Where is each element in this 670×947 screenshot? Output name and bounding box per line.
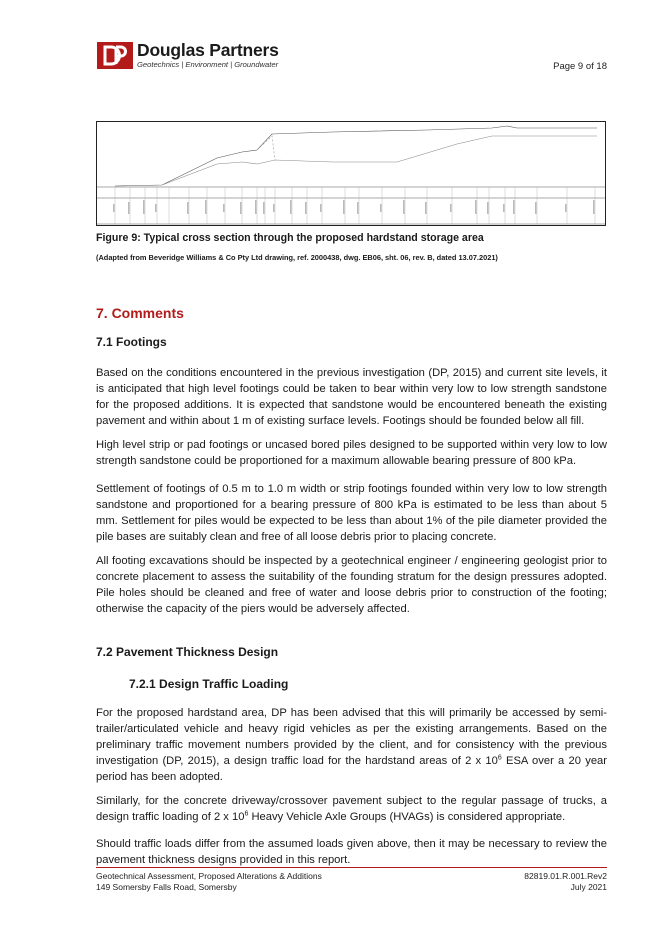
subsection-heading-footings: 7.1 Footings: [96, 335, 167, 349]
footer-right: [524, 871, 607, 893]
company-tagline: Geotechnics | Environment | Groundwater: [137, 60, 279, 69]
footer-report-title: Geotechnical Assessment, Proposed Alterations & Additions: [96, 871, 322, 881]
paragraph-traffic-2: Similarly, for the concrete driveway/crossover pavement subject to the regular passage of trucks, a design traffic loading of 2 x $10^6$ Heavy Vehicle Axle Groups (HVAGs) is considered appropriate.: [96, 795, 607, 823]
subsection-heading-pavement: 7.2 Pavement Thickness Design: [96, 645, 279, 659]
paragraph-footings-1: Based on the conditions encountered in the previous investigation (DP, 2015) and current site levels, it is anticipated that high level footings could be taken to bear within very low to low strength sandstone for the proposed additions. It is expected that sandstone would be encountered beneath the existing pavement and within about 1 m of existing surface levels. Footings should be founded below all fill.: [96, 367, 607, 427]
figure-caption: Figure 9: Typical cross section through the proposed hardstand storage area: [96, 232, 484, 244]
footer-site-address: 149 Somersby Falls Road, Somersby: [96, 882, 237, 892]
paragraph-footings-2: High level strip or pad footings or uncased bored piles designed to be supported within very low to low strength sandstone could be proportioned for a maximum allowable bearing pressure of 800 kPa.: [96, 439, 607, 467]
paragraph-traffic-3: Should traffic loads differ from the assumed loads given above, then it may be necessary to review the pavement thickness designs provided in this report.: [96, 838, 607, 866]
company-logo-mark: [97, 42, 133, 69]
paragraph-traffic-1: For the proposed hardstand area, DP has been advised that this will primarily be accessed by semi-trailer/articulated vehicle and heavy rigid vehicles as per the existing arrangements. Based on the preliminary traffic movement numbers provided by the client, and for consistency with the previous investigation (DP, 2015), a design traffic load for the hardstand areas of 2 x $10^6$ ESA over a 20 year period has been adopted.: [96, 707, 607, 783]
cross-section-figure: [96, 121, 606, 226]
figure-source-note: (Adapted from Beveridge Williams & Co Pty Ltd drawing, ref. 2000438, dwg. EB06, sht. 06, rev. B, dated 13.07.2021): [96, 253, 498, 262]
paragraph-footings-4: All footing excavations should be inspected by a geotechnical engineer / engineering geologist prior to concrete placement to assess the suitability of the founding stratum for the design pressures adopted. Pile holes should be cleaned and free of water and loose debris prior to construction of the footing; otherwise the capacity of the piers would be adversely affected.: [96, 555, 607, 615]
subsection-heading-traffic-loading: 7.2.1 Design Traffic Loading: [129, 677, 289, 691]
page-number: Page 9 of 18: [553, 61, 607, 72]
dp-monogram-icon: [97, 42, 133, 69]
footer-left: [96, 871, 322, 893]
footer-date: July 2021: [570, 882, 607, 892]
footer-divider: [96, 867, 607, 868]
footer-report-number: 82819.01.R.001.Rev2: [524, 871, 607, 881]
cross-section-drawing: [97, 122, 605, 225]
paragraph-footings-3: Settlement of footings of 0.5 m to 1.0 m width or strip footings founded within very low to low strength sandstone and proportioned for a bearing pressure of 800 kPa is estimated to be less than about 5 mm. Settlement for piles would be expected to be less than about 1% of the pile diameter provided the pile bases are suitably clean and free of all loose debris prior to placing concrete.: [96, 483, 607, 543]
section-heading-comments: 7. Comments: [96, 305, 184, 321]
company-name: Douglas Partners: [137, 40, 279, 60]
